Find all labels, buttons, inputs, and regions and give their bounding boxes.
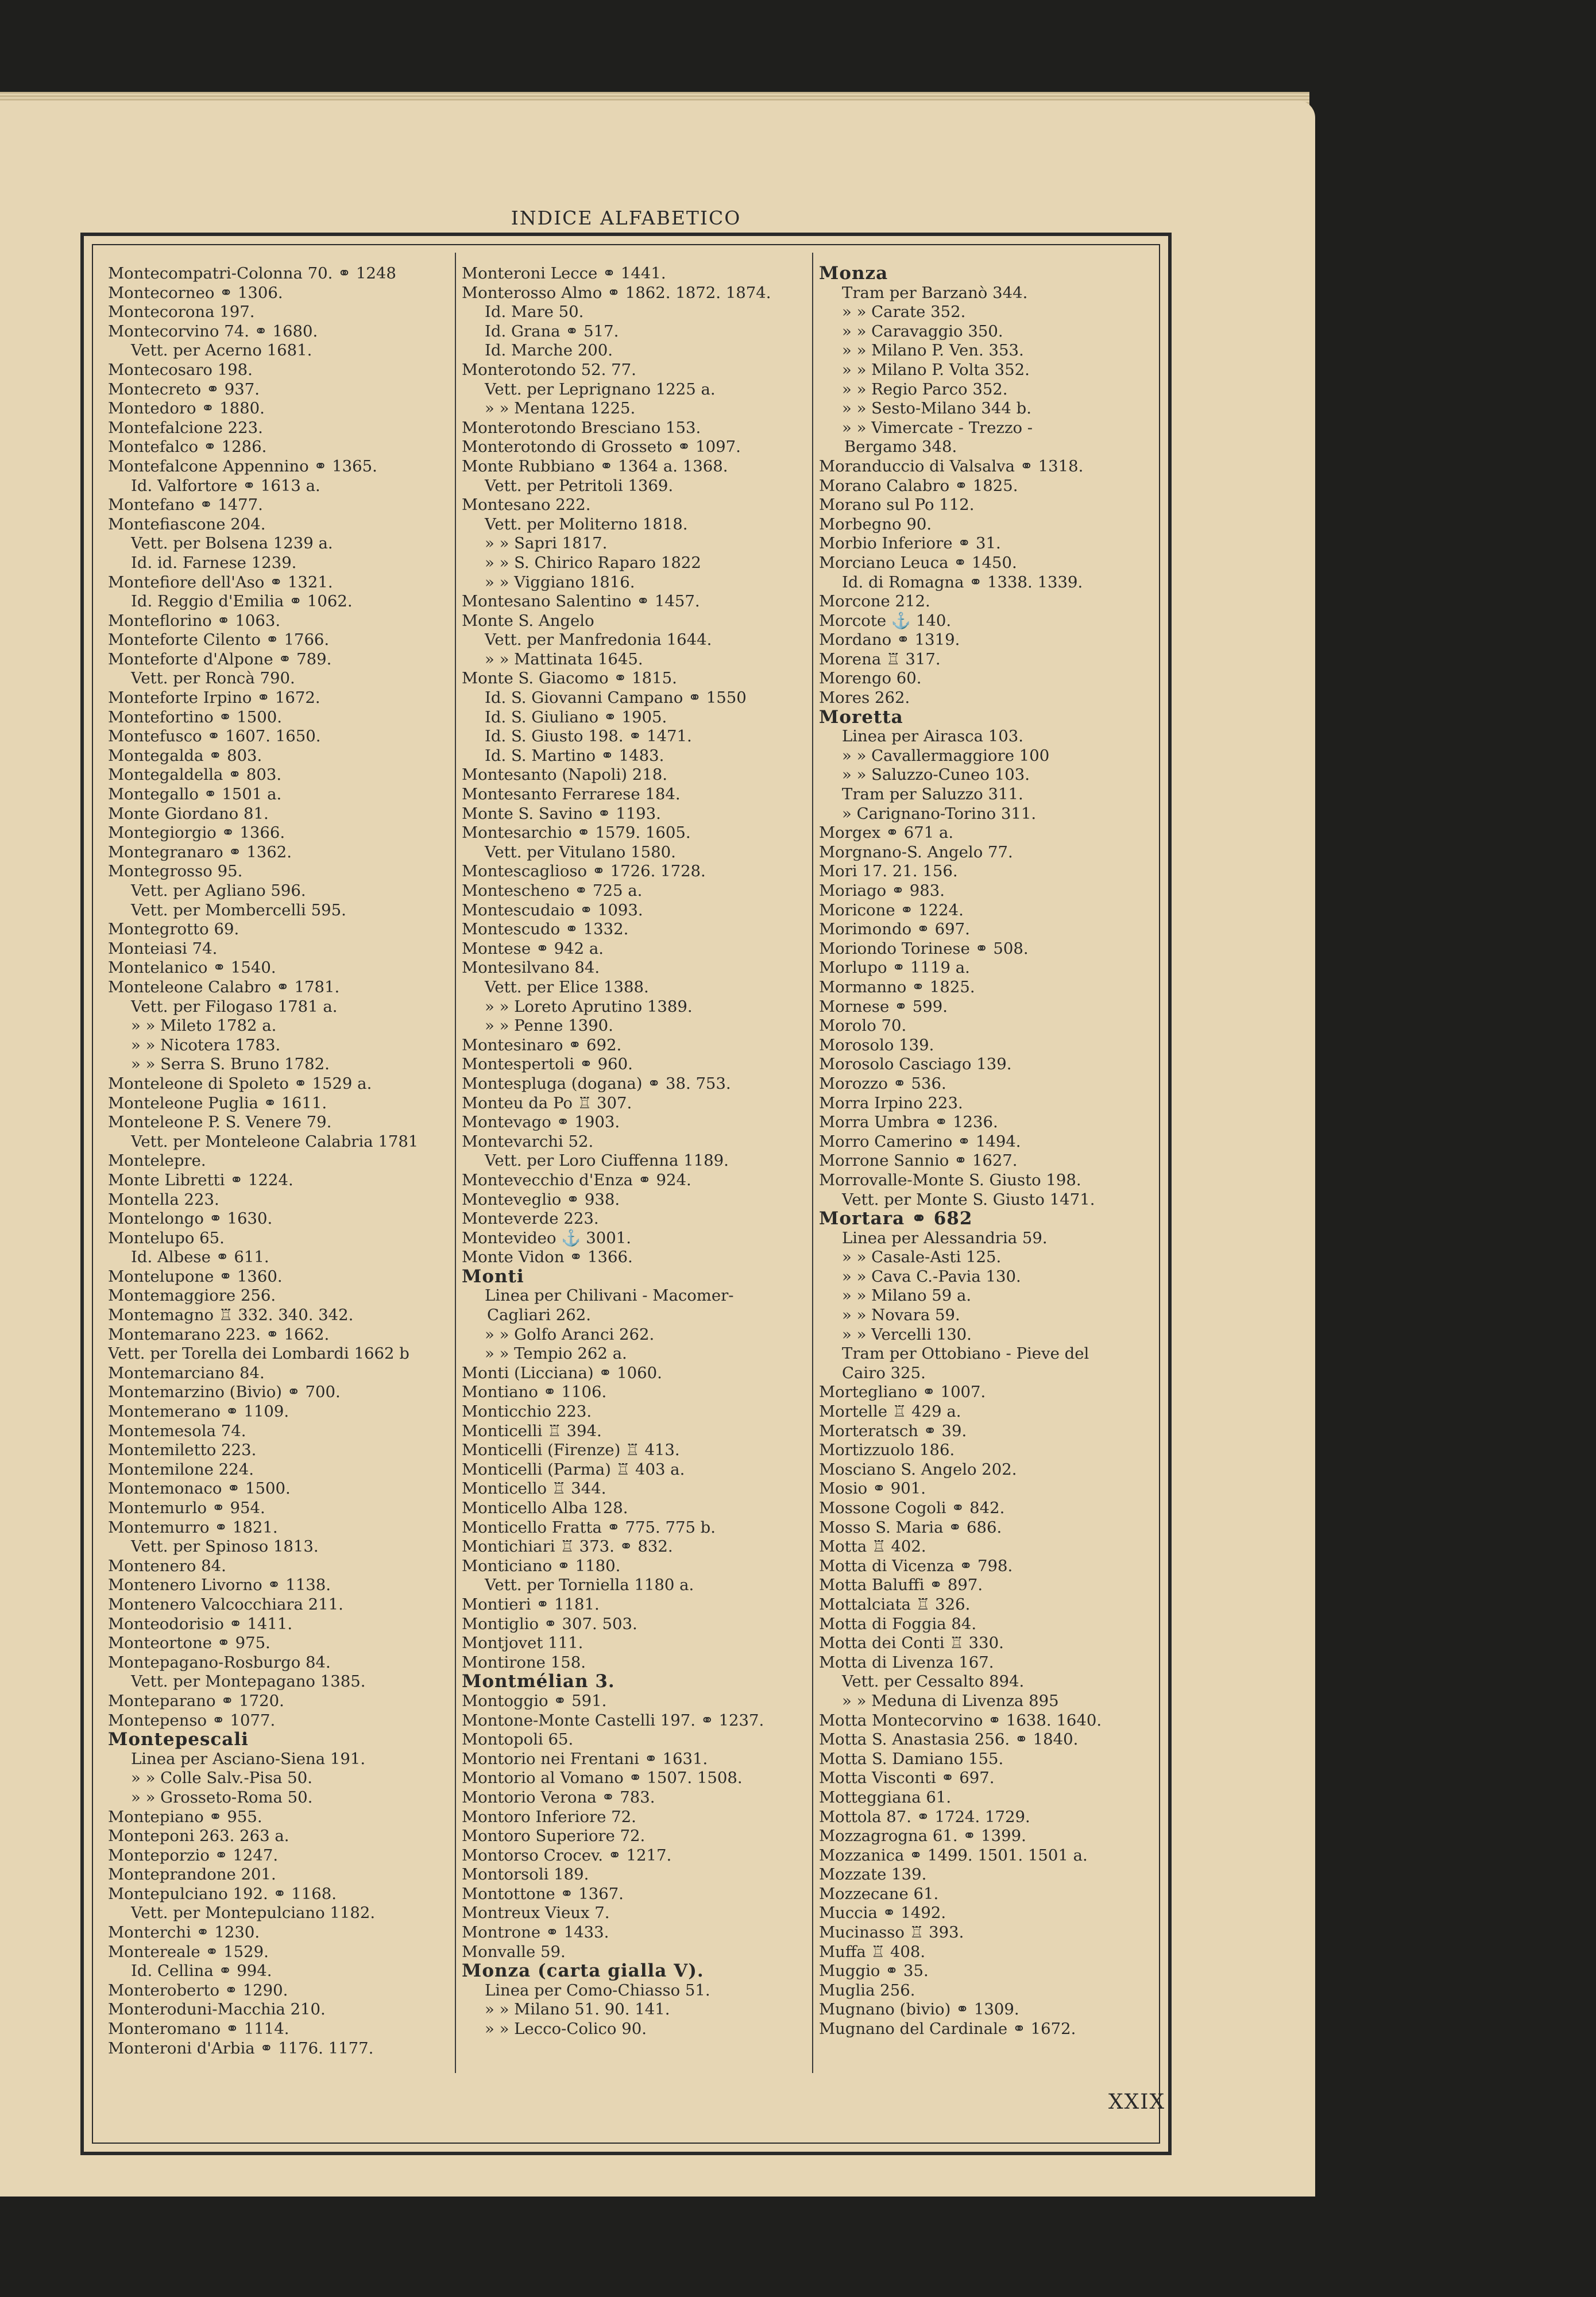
index-entry: Mori 17. 21. 156. — [819, 862, 958, 881]
index-entry: » » Grosseto-Roma 50. — [131, 1788, 313, 1807]
index-entry: Monterchi ⚭ 1230. — [108, 1923, 260, 1942]
index-column-3 — [819, 264, 1164, 2039]
index-entry: Muggio ⚭ 35. — [819, 1962, 929, 1981]
index-entry: Vett. per Roncà 790. — [131, 669, 295, 688]
index-entry: Vett. per Petritoli 1369. — [485, 476, 674, 495]
index-entry: Montemaggiore 256. — [108, 1286, 276, 1305]
index-entry: » » Mentana 1225. — [485, 399, 636, 418]
index-entry: Muccia ⚭ 1492. — [819, 1904, 946, 1923]
index-entry: Morcote ⚓ 140. — [819, 611, 952, 630]
index-entry: Motta S. Anastasia 256. ⚭ 1840. — [819, 1730, 1079, 1749]
index-entry: Montepiano ⚭ 955. — [108, 1807, 262, 1826]
index-entry: Montefortino ⚭ 1500. — [108, 707, 282, 726]
index-heading: Monti — [462, 1266, 524, 1287]
index-entry: » » Caravaggio 350. — [842, 322, 1003, 341]
index-entry: Montone-Monte Castelli 197. ⚭ 1237. — [462, 1711, 764, 1730]
index-entry: Montecompatri-Colonna 70. ⚭ 1248 — [108, 264, 396, 283]
index-entry: Montesinaro ⚭ 692. — [462, 1035, 622, 1054]
index-entry: » » Milano 59 a. — [842, 1286, 972, 1305]
index-entry: Vett. per Monte S. Giusto 1471. — [842, 1190, 1095, 1209]
index-entry: Montegrotto 69. — [108, 920, 239, 939]
index-entry: Montevarchi 52. — [462, 1132, 594, 1151]
index-entry: Montefano ⚭ 1477. — [108, 496, 263, 515]
index-entry: Vett. per Acerno 1681. — [131, 341, 312, 360]
index-heading: Montmélian 3. — [462, 1671, 615, 1692]
index-entry: Mugnano del Cardinale ⚭ 1672. — [819, 2020, 1076, 2039]
index-entry: Montreux Vieux 7. — [462, 1904, 610, 1923]
index-entry: Montoro Inferiore 72. — [462, 1807, 636, 1826]
index-entry: Montenero Livorno ⚭ 1138. — [108, 1576, 331, 1595]
index-entry: Monteroduni-Macchia 210. — [108, 2000, 326, 2019]
index-entry: Montieri ⚭ 1181. — [462, 1595, 600, 1614]
index-entry: Morro Camerino ⚭ 1494. — [819, 1132, 1021, 1151]
index-entry: Monteu da Po ♖ 307. — [462, 1093, 632, 1112]
index-entry: Montespluga (dogana) ⚭ 38. 753. — [462, 1074, 731, 1093]
index-entry: » » Vimercate - Trezzo - — [842, 418, 1033, 437]
index-entry: Id. id. Farnese 1239. — [131, 553, 297, 572]
index-entry: Mossone Cogoli ⚭ 842. — [819, 1499, 1005, 1517]
index-entry: Id. Cellina ⚭ 994. — [131, 1962, 272, 1981]
index-entry: Montelupone ⚭ 1360. — [108, 1267, 283, 1286]
index-entry: Montecorona 197. — [108, 303, 255, 322]
index-entry: Montegrosso 95. — [108, 862, 243, 881]
index-entry: Tram per Barzanò 344. — [842, 283, 1028, 302]
index-entry: Vett. per Filogaso 1781 a. — [131, 997, 338, 1016]
index-entry: Monte S. Savino ⚭ 1193. — [462, 804, 661, 823]
index-entry: Montefalcione 223. — [108, 418, 263, 437]
index-entry: Montevideo ⚓ 3001. — [462, 1228, 631, 1247]
index-entry: Mortelle ♖ 429 a. — [819, 1402, 961, 1421]
index-entry: Monticiano ⚭ 1180. — [462, 1556, 621, 1575]
index-entry: Vett. per Mombercelli 595. — [131, 900, 346, 919]
index-entry: Mozzate 139. — [819, 1865, 927, 1884]
index-entry: Monte Libretti ⚭ 1224. — [108, 1170, 293, 1189]
index-entry: Muglia 256. — [819, 1981, 915, 2000]
index-entry: Mozzecane 61. — [819, 1884, 939, 1903]
index-entry: Monticello ♖ 344. — [462, 1479, 606, 1498]
index-heading: Montepescali — [108, 1729, 249, 1750]
column-divider-2 — [812, 253, 813, 2073]
index-entry: Tram per Saluzzo 311. — [842, 785, 1023, 804]
index-entry: Monteporzio ⚭ 1247. — [108, 1846, 279, 1865]
index-entry: » » Serra S. Bruno 1782. — [131, 1055, 330, 1074]
index-entry: Monte Rubbiano ⚭ 1364 a. 1368. — [462, 457, 728, 475]
index-entry: Monteleone Calabro ⚭ 1781. — [108, 977, 340, 996]
index-entry: » Carignano-Torino 311. — [842, 804, 1037, 823]
index-entry: Montemonaco ⚭ 1500. — [108, 1479, 291, 1498]
index-entry: Vett. per Vitulano 1580. — [485, 842, 676, 861]
index-entry: Moranduccio di Valsalva ⚭ 1318. — [819, 457, 1084, 475]
index-entry: Montese ⚭ 942 a. — [462, 939, 604, 958]
index-column-1 — [108, 264, 453, 2058]
index-entry: Cairo 325. — [842, 1363, 926, 1382]
page-number: XXIX — [1108, 2090, 1166, 2114]
index-entry: Morbegno 90. — [819, 515, 932, 533]
index-entry: Monticello Alba 128. — [462, 1499, 628, 1517]
index-entry: » » Vercelli 130. — [842, 1325, 972, 1344]
index-entry: Mortizzuolo 186. — [819, 1441, 955, 1460]
index-entry: Montepulciano 192. ⚭ 1168. — [108, 1884, 337, 1903]
index-entry: Montelepre. — [108, 1151, 206, 1170]
index-entry: Motta di Vicenza ⚭ 798. — [819, 1556, 1013, 1575]
index-entry: Bergamo 348. — [844, 438, 957, 457]
index-entry: » » Golfo Aranci 262. — [485, 1325, 655, 1344]
index-entry: Monte Giordano 81. — [108, 804, 269, 823]
index-entry: » » Lecco-Colico 90. — [485, 2020, 647, 2039]
index-entry: Monteponi 263. 263 a. — [108, 1827, 289, 1846]
index-entry: Monteflorino ⚭ 1063. — [108, 611, 281, 630]
index-entry: Montella 223. — [108, 1190, 219, 1209]
index-entry: Vett. per Agliano 596. — [131, 881, 306, 900]
index-entry: » » Tempio 262 a. — [485, 1344, 627, 1363]
index-entry: Morimondo ⚭ 697. — [819, 920, 970, 939]
index-entry: Montedoro ⚭ 1880. — [108, 399, 265, 418]
index-entry: Montoro Superiore 72. — [462, 1827, 646, 1846]
index-entry: Montottone ⚭ 1367. — [462, 1884, 624, 1903]
index-entry: Id. S. Giovanni Campano ⚭ 1550 — [485, 689, 747, 707]
index-entry: Montefiascone 204. — [108, 515, 266, 533]
index-entry: Montesilvano 84. — [462, 958, 600, 977]
index-entry: Motta Montecorvino ⚭ 1638. 1640. — [819, 1711, 1102, 1730]
index-entry: Mores 262. — [819, 689, 910, 707]
index-entry: Morosolo 139. — [819, 1035, 934, 1054]
index-entry: Montemarzino (Bivio) ⚭ 700. — [108, 1383, 341, 1402]
index-entry: Id. Albese ⚭ 611. — [131, 1248, 269, 1267]
index-entry: Montemiletto 223. — [108, 1441, 257, 1460]
index-entry: Vett. per Cessalto 894. — [842, 1672, 1025, 1691]
index-entry: Montorso Crocev. ⚭ 1217. — [462, 1846, 672, 1865]
index-entry: Morciano Leuca ⚭ 1450. — [819, 553, 1017, 572]
index-entry: » » Milano P. Ven. 353. — [842, 341, 1024, 360]
index-entry: Morcone 212. — [819, 592, 930, 611]
index-entry: Monticello Fratta ⚭ 775. 775 b. — [462, 1518, 716, 1537]
index-entry: Vett. per Monteleone Calabria 1781 — [131, 1132, 419, 1151]
index-entry: Vett. per Montepulciano 1182. — [131, 1904, 376, 1923]
index-entry: Montereale ⚭ 1529. — [108, 1942, 269, 1961]
index-entry: Monteortone ⚭ 975. — [108, 1634, 270, 1653]
index-entry: Morgnano-S. Angelo 77. — [819, 842, 1013, 861]
index-entry: Montiglio ⚭ 307. 503. — [462, 1614, 637, 1633]
index-entry: Morolo 70. — [819, 1016, 907, 1035]
index-entry: Monteforte d'Alpone ⚭ 789. — [108, 649, 332, 668]
index-entry: Linea per Asciano-Siena 191. — [131, 1749, 366, 1768]
index-entry: » » Regio Parco 352. — [842, 380, 1008, 399]
index-entry: » » Sesto-Milano 344 b. — [842, 399, 1031, 418]
index-entry: Montefalco ⚭ 1286. — [108, 438, 267, 457]
index-entry: Cagliari 262. — [487, 1306, 591, 1325]
index-entry: Mottalciata ♖ 326. — [819, 1595, 971, 1614]
index-entry: Monterosso Almo ⚭ 1862. 1872. 1874. — [462, 283, 771, 302]
index-entry: Monteiasi 74. — [108, 939, 218, 958]
index-entry: Monte Vidon ⚭ 1366. — [462, 1248, 633, 1267]
index-entry: Monteleone Puglia ⚭ 1611. — [108, 1093, 327, 1112]
index-entry: Mozzanica ⚭ 1499. 1501. 1501 a. — [819, 1846, 1088, 1865]
index-entry: » » S. Chirico Raparo 1822 — [485, 553, 701, 572]
index-entry: Monte S. Giacomo ⚭ 1815. — [462, 669, 677, 688]
index-entry: Montefalcone Appennino ⚭ 1365. — [108, 457, 377, 475]
index-entry: » » Carate 352. — [842, 303, 966, 322]
index-entry: Vett. per Torniella 1180 a. — [485, 1576, 694, 1595]
index-entry: Mornese ⚭ 599. — [819, 997, 948, 1016]
index-entry: Morteratsch ⚭ 39. — [819, 1421, 967, 1440]
index-entry: Montegalda ⚭ 803. — [108, 746, 262, 765]
index-entry: » » Nicotera 1783. — [131, 1035, 281, 1054]
index-entry: Tram per Ottobiano - Pieve del — [842, 1344, 1089, 1363]
index-entry: Motteggiana 61. — [819, 1788, 952, 1807]
index-entry: Mozzagrogna 61. ⚭ 1399. — [819, 1827, 1026, 1846]
index-entry: Vett. per Elice 1388. — [485, 977, 649, 996]
index-entry: Monterotondo 52. 77. — [462, 360, 636, 379]
index-entry: Montesano Salentino ⚭ 1457. — [462, 592, 700, 611]
index-entry: Linea per Como-Chiasso 51. — [485, 1981, 710, 2000]
index-entry: Moriago ⚭ 983. — [819, 881, 945, 900]
index-entry: » » Penne 1390. — [485, 1016, 613, 1035]
index-entry: Monticelli ♖ 394. — [462, 1421, 602, 1440]
page-header: INDICE ALFABETICO — [511, 207, 741, 229]
index-entry: Montemurlo ⚭ 954. — [108, 1499, 265, 1517]
index-entry: Vett. per Moliterno 1818. — [485, 515, 688, 533]
index-heading: Mortara ⚭ 682 — [819, 1208, 973, 1229]
index-entry: Mortegliano ⚭ 1007. — [819, 1383, 986, 1402]
index-entry: Morano Calabro ⚭ 1825. — [819, 476, 1018, 495]
index-entry: Monvalle 59. — [462, 1942, 566, 1961]
index-entry: Id. S. Giuliano ⚭ 1905. — [485, 707, 667, 726]
index-entry: Montepenso ⚭ 1077. — [108, 1711, 276, 1730]
index-entry: Montorsoli 189. — [462, 1865, 589, 1884]
index-entry: Montescheno ⚭ 725 a. — [462, 881, 643, 900]
index-entry: Morrone Sannio ⚭ 1627. — [819, 1151, 1018, 1170]
index-entry: » » Casale-Asti 125. — [842, 1248, 1002, 1267]
index-entry: Montemerano ⚭ 1109. — [108, 1402, 289, 1421]
index-entry: Id. S. Martino ⚭ 1483. — [485, 746, 664, 765]
index-entry: Vett. per Leprignano 1225 a. — [485, 380, 716, 399]
index-entry: Montjovet 111. — [462, 1634, 583, 1653]
index-entry: Montelanico ⚭ 1540. — [108, 958, 276, 977]
index-entry: Montiano ⚭ 1106. — [462, 1383, 607, 1402]
index-entry: Montevago ⚭ 1903. — [462, 1113, 620, 1132]
index-entry: Linea per Chilivani - Macomer- — [485, 1286, 734, 1305]
index-entry: Morra Irpino 223. — [819, 1093, 963, 1112]
index-entry: Montefiore dell'Aso ⚭ 1321. — [108, 573, 333, 591]
index-entry: Montepagano-Rosburgo 84. — [108, 1653, 331, 1672]
index-entry: Monteprandone 201. — [108, 1865, 276, 1884]
index-entry: » » Cava C.-Pavia 130. — [842, 1267, 1021, 1286]
index-entry: Morbio Inferiore ⚭ 31. — [819, 534, 1001, 553]
index-entry: Monteroberto ⚭ 1290. — [108, 1981, 288, 2000]
index-entry: Monterotondo Bresciano 153. — [462, 418, 701, 437]
index-entry: Muffa ♖ 408. — [819, 1942, 926, 1961]
index-entry: » » Milano 51. 90. 141. — [485, 2000, 670, 2019]
index-entry: Montesano 222. — [462, 496, 591, 515]
index-entry: Montefusco ⚭ 1607. 1650. — [108, 727, 321, 746]
index-entry: Monticelli (Parma) ♖ 403 a. — [462, 1460, 685, 1479]
index-entry: Id. S. Giusto 198. ⚭ 1471. — [485, 727, 692, 746]
index-entry: Montegiorgio ⚭ 1366. — [108, 823, 285, 842]
index-entry: Monterotondo di Grosseto ⚭ 1097. — [462, 438, 741, 457]
index-entry: » » Novara 59. — [842, 1306, 960, 1325]
index-entry: » » Meduna di Livenza 895 — [842, 1691, 1059, 1710]
index-entry: Montescudaio ⚭ 1093. — [462, 900, 643, 919]
column-divider-1 — [455, 253, 456, 2073]
index-entry: Montesarchio ⚭ 1579. 1605. — [462, 823, 691, 842]
index-entry: Morra Umbra ⚭ 1236. — [819, 1113, 998, 1132]
index-entry: Vett. per Montepagano 1385. — [131, 1672, 366, 1691]
index-entry: Vett. per Bolsena 1239 a. — [131, 534, 333, 553]
index-entry: Motta Baluffi ⚭ 897. — [819, 1576, 983, 1595]
index-entry: Id. Reggio d'Emilia ⚭ 1062. — [131, 592, 353, 611]
index-entry: » » Mileto 1782 a. — [131, 1016, 277, 1035]
index-entry: Montemesola 74. — [108, 1421, 246, 1440]
index-entry: Mosso S. Maria ⚭ 686. — [819, 1518, 1002, 1537]
index-entry: » » Saluzzo-Cuneo 103. — [842, 765, 1030, 784]
index-entry: Montecorvino 74. ⚭ 1680. — [108, 322, 318, 341]
index-entry: Vett. per Manfredonia 1644. — [485, 631, 712, 649]
index-entry: Mormanno ⚭ 1825. — [819, 977, 975, 996]
index-entry: Mosio ⚭ 901. — [819, 1479, 926, 1498]
index-entry: Vett. per Spinoso 1813. — [131, 1537, 319, 1556]
index-entry: Motta di Livenza 167. — [819, 1653, 994, 1672]
index-entry: Morozzo ⚭ 536. — [819, 1074, 946, 1093]
index-heading: Monza — [819, 264, 888, 284]
index-entry: » » Cavallermaggiore 100 — [842, 746, 1050, 765]
index-entry: Motta Visconti ⚭ 697. — [819, 1769, 995, 1788]
index-entry: Monteverde 223. — [462, 1209, 599, 1228]
index-entry: Motta di Foggia 84. — [819, 1614, 977, 1633]
index-entry: Montelupo 65. — [108, 1228, 225, 1247]
index-entry: Montecosaro 198. — [108, 360, 253, 379]
index-column-2 — [462, 264, 806, 2039]
index-heading: Monza (carta gialla V). — [462, 1960, 704, 1982]
index-entry: Motta S. Damiano 155. — [819, 1749, 1004, 1768]
index-entry: Monteromano ⚭ 1114. — [108, 2020, 289, 2039]
index-entry: Motta dei Conti ♖ 330. — [819, 1634, 1004, 1653]
index-entry: Mordano ⚭ 1319. — [819, 631, 960, 649]
index-entry: Montelongo ⚭ 1630. — [108, 1209, 273, 1228]
index-entry: Montecreto ⚭ 937. — [108, 380, 260, 399]
index-entry: » » Mattinata 1645. — [485, 649, 643, 668]
index-entry: Morgex ⚭ 671 a. — [819, 823, 954, 842]
index-entry: Monteveglio ⚭ 938. — [462, 1190, 620, 1209]
index-entry: Moriondo Torinese ⚭ 508. — [819, 939, 1029, 958]
index-entry: Id. Mare 50. — [485, 303, 584, 322]
index-entry: Morano sul Po 112. — [819, 496, 975, 515]
index-entry: Monteforte Cilento ⚭ 1766. — [108, 631, 330, 649]
index-entry: Montesanto (Napoli) 218. — [462, 765, 667, 784]
index-entry: Morosolo Casciago 139. — [819, 1055, 1012, 1074]
index-entry: Morrovalle-Monte S. Giusto 198. — [819, 1170, 1081, 1189]
index-entry: Monteleone di Spoleto ⚭ 1529 a. — [108, 1074, 372, 1093]
index-entry: Montescaglioso ⚭ 1726. 1728. — [462, 862, 706, 881]
index-entry: Monteparano ⚭ 1720. — [108, 1691, 284, 1710]
index-entry: Vett. per Loro Ciuffenna 1189. — [485, 1151, 729, 1170]
index-entry: Motta ♖ 402. — [819, 1537, 926, 1556]
index-entry: Montrone ⚭ 1433. — [462, 1923, 609, 1942]
index-entry: Montemagno ♖ 332. 340. 342. — [108, 1306, 354, 1325]
index-entry: Monteforte Irpino ⚭ 1672. — [108, 689, 320, 707]
index-entry: Monticelli (Firenze) ♖ 413. — [462, 1441, 680, 1460]
index-entry: Mucinasso ♖ 393. — [819, 1923, 964, 1942]
index-entry: Montemurro ⚭ 1821. — [108, 1518, 278, 1537]
index-entry: Montorio Verona ⚭ 783. — [462, 1788, 655, 1807]
index-entry: Mottola 87. ⚭ 1724. 1729. — [819, 1807, 1030, 1826]
index-entry: Linea per Airasca 103. — [842, 727, 1024, 746]
index-entry: Monteodorisio ⚭ 1411. — [108, 1614, 293, 1633]
index-entry: Montemarano 223. ⚭ 1662. — [108, 1325, 330, 1344]
index-entry: Id. Grana ⚭ 517. — [485, 322, 619, 341]
index-entry: Montirone 158. — [462, 1653, 586, 1672]
index-entry: » » Viggiano 1816. — [485, 573, 635, 591]
index-entry: Montopoli 65. — [462, 1730, 574, 1749]
index-entry: Montemarciano 84. — [108, 1363, 265, 1382]
index-entry: Montevecchio d'Enza ⚭ 924. — [462, 1170, 691, 1189]
index-entry: Moricone ⚭ 1224. — [819, 900, 964, 919]
index-entry: Montecorneo ⚭ 1306. — [108, 283, 283, 302]
index-entry: » » Loreto Aprutino 1389. — [485, 997, 693, 1016]
index-entry: Monteleone P. S. Venere 79. — [108, 1113, 332, 1132]
index-entry: Morlupo ⚭ 1119 a. — [819, 958, 970, 977]
index-entry: Montegranaro ⚭ 1362. — [108, 842, 292, 861]
index-entry: Monti (Licciana) ⚭ 1060. — [462, 1363, 662, 1382]
index-entry: Monteroni d'Arbia ⚭ 1176. 1177. — [108, 2039, 374, 2058]
index-entry: Mosciano S. Angelo 202. — [819, 1460, 1017, 1479]
index-entry: Montorio nei Frentani ⚭ 1631. — [462, 1749, 708, 1768]
index-heading: Moretta — [819, 706, 903, 728]
index-entry: Morena ♖ 317. — [819, 649, 941, 668]
index-entry: Montescudo ⚭ 1332. — [462, 920, 629, 939]
index-entry: Monteroni Lecce ⚭ 1441. — [462, 264, 666, 283]
index-entry: Montesanto Ferrarese 184. — [462, 785, 681, 804]
index-entry: Id. di Romagna ⚭ 1338. 1339. — [842, 573, 1083, 591]
index-entry: Montemilone 224. — [108, 1460, 254, 1479]
index-entry: Mugnano (bivio) ⚭ 1309. — [819, 2000, 1019, 2019]
index-entry: Montespertoli ⚭ 960. — [462, 1055, 633, 1074]
index-entry: Vett. per Torella dei Lombardi 1662 b — [108, 1344, 409, 1363]
index-entry: Morengo 60. — [819, 669, 922, 688]
index-entry: Montenero 84. — [108, 1556, 226, 1575]
index-entry: » » Colle Salv.-Pisa 50. — [131, 1769, 312, 1788]
index-entry: Id. Marche 200. — [485, 341, 613, 360]
index-entry: Montorio al Vomano ⚭ 1507. 1508. — [462, 1769, 743, 1788]
index-entry: » » Sapri 1817. — [485, 534, 608, 553]
index-entry: Montegallo ⚭ 1501 a. — [108, 785, 282, 804]
index-entry: Monte S. Angelo — [462, 611, 594, 630]
index-entry: Id. Valfortore ⚭ 1613 a. — [131, 476, 320, 495]
index-entry: Montoggio ⚭ 591. — [462, 1691, 607, 1710]
index-entry: Montenero Valcocchiara 211. — [108, 1595, 343, 1614]
index-entry: Linea per Alessandria 59. — [842, 1228, 1048, 1247]
index-entry: » » Milano P. Volta 352. — [842, 360, 1030, 379]
index-entry: Montegaldella ⚭ 803. — [108, 765, 282, 784]
index-entry: Montichiari ♖ 373. ⚭ 832. — [462, 1537, 673, 1556]
index-entry: Monticchio 223. — [462, 1402, 592, 1421]
